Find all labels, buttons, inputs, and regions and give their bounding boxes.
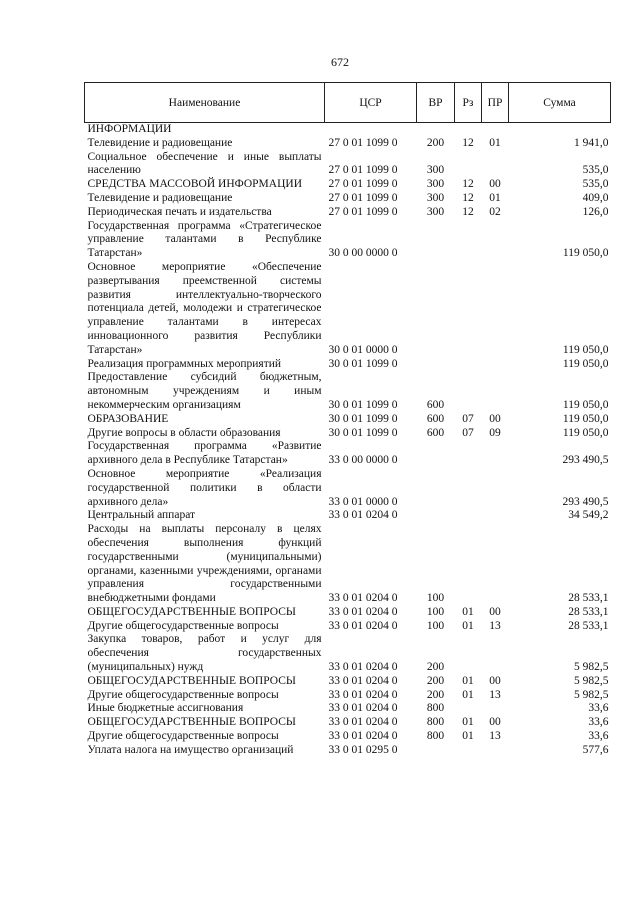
row-csr: 33 0 01 0204 0 xyxy=(328,661,398,674)
row-csr: 27 0 01 1099 0 xyxy=(328,205,398,218)
row-sum xyxy=(509,123,611,137)
row-name: Социальное обеспечение и иные выплаты населению xyxy=(87,150,322,177)
row-name: Государственная программа «Стратегическое управление талантами в Республике Татарстан» xyxy=(87,219,322,260)
row-pr: 13 xyxy=(489,619,501,632)
row-sum: 535,0 xyxy=(582,178,609,191)
table-row xyxy=(85,413,611,427)
row-vr xyxy=(417,358,455,372)
row-rz: 12 xyxy=(462,178,474,191)
row-vr: 200 xyxy=(426,136,445,149)
row-name: Основное мероприятие «Обеспечение развертывания преемственной системы развития интеллектуально-творческого потенциала детей, молодежи и стратегическое управление талантами в интересах инновационного развития Республики Татарстан» xyxy=(87,260,322,356)
table-row xyxy=(85,675,611,689)
table-row xyxy=(85,220,611,261)
row-vr: 300 xyxy=(426,205,445,218)
table-row xyxy=(85,440,611,468)
table-row xyxy=(85,427,611,441)
row-csr: 30 0 01 1099 0 xyxy=(328,357,398,370)
header-name: Наименование xyxy=(85,83,325,123)
row-vr: 600 xyxy=(426,398,445,411)
row-sum: 119 050,0 xyxy=(562,247,609,260)
row-csr: 33 0 01 0204 0 xyxy=(328,619,398,632)
row-name: ОБЩЕГОСУДАРСТВЕННЫЕ ВОПРОСЫ xyxy=(87,674,296,687)
row-sum: 119 050,0 xyxy=(562,398,609,411)
row-name: Закупка товаров, работ и услуг для обеспечения государственных (муниципальных) нужд xyxy=(87,633,322,674)
row-sum: 293 490,5 xyxy=(562,454,609,467)
row-sum: 119 050,0 xyxy=(562,426,609,439)
row-sum: 535,0 xyxy=(582,164,609,177)
row-rz xyxy=(455,358,482,372)
table-row xyxy=(85,371,611,412)
row-csr: 30 0 01 1099 0 xyxy=(328,412,398,425)
row-pr: 00 xyxy=(489,674,501,687)
table-row xyxy=(85,509,611,523)
row-name: Основное мероприятие «Реализация государственной политики в области архивного дела» xyxy=(87,467,322,508)
row-pr: 00 xyxy=(489,605,501,618)
row-sum: 33,6 xyxy=(588,716,609,729)
row-pr xyxy=(482,523,509,606)
table-row xyxy=(85,744,611,758)
row-vr: 100 xyxy=(426,592,445,605)
row-pr xyxy=(482,151,509,179)
row-rz xyxy=(455,744,482,758)
header-csr: ЦСР xyxy=(325,83,417,123)
table-body xyxy=(85,123,611,758)
budget-table-container xyxy=(84,82,610,758)
table-row xyxy=(85,137,611,151)
row-pr xyxy=(482,440,509,468)
row-csr: 33 0 01 0295 0 xyxy=(328,743,398,756)
row-name: ОБЩЕГОСУДАРСТВЕННЫЕ ВОПРОСЫ xyxy=(87,716,296,729)
row-pr: 09 xyxy=(489,426,501,439)
row-pr: 02 xyxy=(489,205,501,218)
row-vr: 200 xyxy=(426,688,445,701)
row-sum: 34 549,2 xyxy=(568,509,609,522)
row-name: Реализация программных мероприятий xyxy=(87,357,282,370)
row-name: Телевидение и радиовещание xyxy=(87,191,233,204)
row-sum: 33,6 xyxy=(588,702,609,715)
row-vr: 300 xyxy=(426,164,445,177)
row-vr: 200 xyxy=(426,674,445,687)
row-name: Уплата налога на имущество организаций xyxy=(87,743,294,756)
row-csr: 33 0 01 0204 0 xyxy=(328,716,398,729)
row-vr xyxy=(417,468,455,509)
table-row xyxy=(85,633,611,674)
row-pr: 01 xyxy=(489,191,501,204)
row-name: ОБЩЕГОСУДАРСТВЕННЫЕ ВОПРОСЫ xyxy=(87,605,296,618)
row-vr xyxy=(417,509,455,523)
row-csr: 30 0 01 0000 0 xyxy=(328,343,398,356)
row-pr: 13 xyxy=(489,730,501,743)
header-rz: Рз xyxy=(455,83,482,123)
row-name: ИНФОРМАЦИИ xyxy=(87,123,172,135)
row-sum: 409,0 xyxy=(582,191,609,204)
table-row xyxy=(85,689,611,703)
row-csr: 33 0 01 0204 0 xyxy=(328,688,398,701)
row-vr: 100 xyxy=(426,619,445,632)
row-csr: 33 0 01 0204 0 xyxy=(328,674,398,687)
row-name: Предоставление субсидий бюджетным, автономным учреждениям и иным некоммерческим организациям xyxy=(87,371,322,411)
row-vr: 800 xyxy=(426,730,445,743)
table-row xyxy=(85,702,611,716)
row-rz xyxy=(455,371,482,412)
row-csr: 33 0 01 0000 0 xyxy=(328,495,398,508)
row-rz: 12 xyxy=(462,191,474,204)
row-rz: 01 xyxy=(462,674,474,687)
table-row xyxy=(85,178,611,192)
row-rz: 07 xyxy=(462,412,474,425)
row-rz: 01 xyxy=(462,716,474,729)
row-rz xyxy=(455,220,482,261)
row-name: Расходы на выплаты персоналу в целях обеспечения выполнения функций государственными (муниципальными) органами, казенными учреждениями, органами управления государственными внебюджетными фондами xyxy=(87,523,322,605)
row-name: Центральный аппарат xyxy=(87,509,196,522)
row-sum: 33,6 xyxy=(588,730,609,743)
row-csr: 33 0 00 0000 0 xyxy=(328,454,398,467)
row-sum: 28 533,1 xyxy=(568,605,609,618)
row-vr: 600 xyxy=(426,426,445,439)
row-name: ОБРАЗОВАНИЕ xyxy=(87,412,169,425)
budget-table xyxy=(84,82,611,758)
row-pr xyxy=(482,633,509,674)
row-pr xyxy=(482,702,509,716)
row-vr: 600 xyxy=(426,412,445,425)
row-name: СРЕДСТВА МАССОВОЙ ИНФОРМАЦИИ xyxy=(87,178,302,191)
row-csr: 30 0 01 1099 0 xyxy=(328,426,398,439)
row-vr xyxy=(417,220,455,261)
row-csr: 27 0 01 1099 0 xyxy=(328,136,398,149)
row-rz xyxy=(455,468,482,509)
row-pr: 00 xyxy=(489,412,501,425)
row-rz xyxy=(455,633,482,674)
table-row xyxy=(85,730,611,744)
row-sum: 119 050,0 xyxy=(562,343,609,356)
table-row xyxy=(85,192,611,206)
row-rz xyxy=(455,123,482,137)
row-sum: 28 533,1 xyxy=(568,592,609,605)
row-rz: 12 xyxy=(462,205,474,218)
row-vr: 300 xyxy=(426,191,445,204)
row-rz xyxy=(455,261,482,358)
row-name: Иные бюджетные ассигнования xyxy=(87,702,244,715)
row-rz xyxy=(455,151,482,179)
row-pr xyxy=(482,744,509,758)
row-name: Периодическая печать и издательства xyxy=(87,205,272,218)
header-pr: ПР xyxy=(482,83,509,123)
row-sum: 28 533,1 xyxy=(568,619,609,632)
row-sum: 5 982,5 xyxy=(574,674,609,687)
row-pr: 13 xyxy=(489,688,501,701)
table-row xyxy=(85,206,611,220)
row-rz: 01 xyxy=(462,730,474,743)
row-rz xyxy=(455,509,482,523)
row-vr xyxy=(417,440,455,468)
row-rz: 01 xyxy=(462,605,474,618)
table-header xyxy=(85,83,611,123)
row-sum: 5 982,5 xyxy=(574,661,609,674)
row-rz: 01 xyxy=(462,688,474,701)
row-sum: 119 050,0 xyxy=(562,412,609,425)
table-row xyxy=(85,620,611,634)
row-pr xyxy=(482,261,509,358)
row-rz: 01 xyxy=(462,619,474,632)
row-pr xyxy=(482,509,509,523)
table-row xyxy=(85,261,611,358)
row-pr xyxy=(482,468,509,509)
row-sum: 5 982,5 xyxy=(574,688,609,701)
row-vr xyxy=(417,261,455,358)
table-row xyxy=(85,151,611,179)
header-sum: Сумма xyxy=(509,83,611,123)
header-row xyxy=(85,83,611,123)
page-number: 672 xyxy=(331,55,349,69)
table-row xyxy=(85,716,611,730)
row-csr: 33 0 01 0204 0 xyxy=(328,592,398,605)
row-rz: 07 xyxy=(462,426,474,439)
table-row xyxy=(85,523,611,606)
row-name: Другие общегосударственные вопросы xyxy=(87,730,279,743)
table-row xyxy=(85,468,611,509)
row-name: Другие общегосударственные вопросы xyxy=(87,688,279,701)
row-vr xyxy=(417,123,455,137)
row-csr: 30 0 01 1099 0 xyxy=(328,398,398,411)
row-csr: 27 0 01 1099 0 xyxy=(328,191,398,204)
row-csr: 30 0 00 0000 0 xyxy=(328,247,398,260)
row-csr: 33 0 01 0204 0 xyxy=(328,730,398,743)
row-pr: 01 xyxy=(489,136,501,149)
row-sum: 119 050,0 xyxy=(562,357,609,370)
row-name: Государственная программа «Развитие архивного дела в Республике Татарстан» xyxy=(87,440,322,467)
row-sum: 1 941,0 xyxy=(574,136,609,149)
row-vr xyxy=(417,744,455,758)
row-name: Телевидение и радиовещание xyxy=(87,136,233,149)
row-name: Другие вопросы в области образования xyxy=(87,426,281,439)
row-csr: 33 0 01 0204 0 xyxy=(328,702,398,715)
row-rz xyxy=(455,440,482,468)
table-row xyxy=(85,123,611,137)
row-vr: 800 xyxy=(426,702,445,715)
row-pr xyxy=(482,358,509,372)
table-row xyxy=(85,606,611,620)
row-pr xyxy=(482,220,509,261)
row-pr xyxy=(482,123,509,137)
row-name: Другие общегосударственные вопросы xyxy=(87,619,279,632)
row-rz xyxy=(455,523,482,606)
row-rz: 12 xyxy=(462,136,474,149)
row-sum: 577,6 xyxy=(582,743,609,756)
row-csr xyxy=(325,123,417,137)
row-sum: 126,0 xyxy=(582,205,609,218)
row-vr: 200 xyxy=(426,661,445,674)
row-csr: 33 0 01 0204 0 xyxy=(328,605,398,618)
row-pr: 00 xyxy=(489,178,501,191)
row-vr: 300 xyxy=(426,178,445,191)
row-csr: 27 0 01 1099 0 xyxy=(328,164,398,177)
row-csr: 27 0 01 1099 0 xyxy=(328,178,398,191)
row-pr xyxy=(482,371,509,412)
row-vr: 100 xyxy=(426,605,445,618)
row-pr: 00 xyxy=(489,716,501,729)
row-csr: 33 0 01 0204 0 xyxy=(328,509,398,522)
header-vr: ВР xyxy=(417,83,455,123)
row-rz xyxy=(455,702,482,716)
table-row xyxy=(85,358,611,372)
row-vr: 800 xyxy=(426,716,445,729)
row-sum: 293 490,5 xyxy=(562,495,609,508)
